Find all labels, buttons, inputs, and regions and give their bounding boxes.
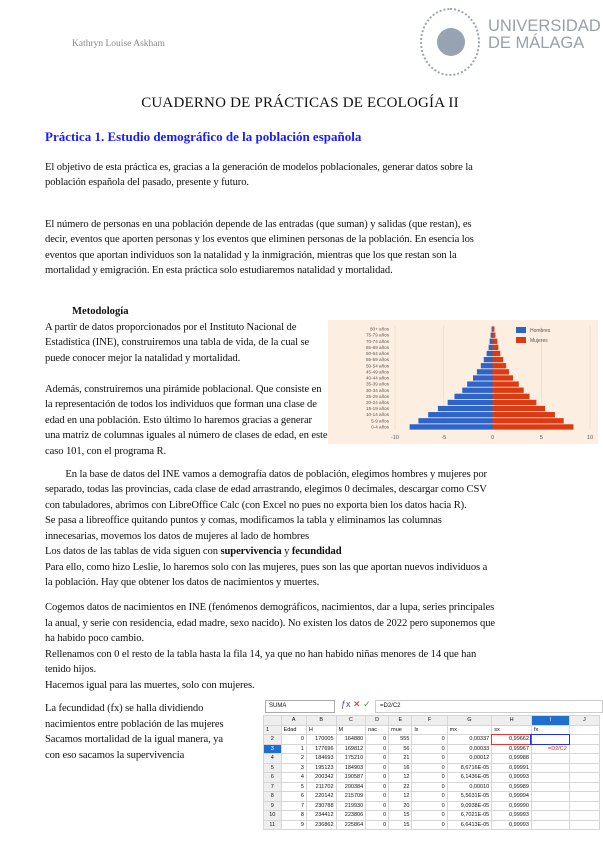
cell[interactable]: Edad	[281, 725, 306, 735]
cell[interactable]: 5,5631E-05	[447, 792, 492, 802]
cell[interactable]: 169812	[336, 744, 366, 754]
cell[interactable]	[569, 744, 599, 754]
cell[interactable]: 220142	[306, 792, 336, 802]
cell[interactable]: 6	[281, 792, 306, 802]
table-row	[264, 773, 600, 783]
cell[interactable]: 0,99662	[492, 735, 532, 745]
university-seal-logo	[420, 8, 480, 76]
cell[interactable]: lx	[412, 725, 447, 735]
university-line2: DE MÁLAGA	[488, 34, 585, 52]
text-line: una matriz de columnas iguales al número de clases de edad, en este	[45, 430, 328, 441]
cell[interactable]: 0,99993	[492, 773, 532, 783]
bar-mujeres	[493, 388, 524, 393]
legend-label: Mujeres	[530, 338, 548, 344]
subheading-metodologia: Metodología	[72, 306, 129, 317]
text: Los datos de las tablas de vida siguen con	[45, 546, 221, 557]
cell[interactable]: 195123	[306, 763, 336, 773]
cell[interactable]	[569, 773, 599, 783]
y-tick-label: 25-29 años	[366, 393, 389, 399]
text-line: puede conocer mejor la natalidad y mortalidad.	[45, 353, 241, 364]
cell[interactable]: 170005	[306, 735, 336, 745]
table-row	[264, 763, 600, 773]
text-line: Sacamos mortalidad de la igual manera, ya	[45, 734, 223, 745]
y-tick-label: 5-9 años	[371, 418, 389, 424]
bar-mujeres	[493, 357, 504, 362]
text-line: Rellenamos con 0 el resto de la tabla hasta la fila 14, ya que no han habido niñas menores de 14 que han	[45, 649, 477, 660]
bar-hombres	[489, 345, 493, 350]
vida-line	[45, 546, 342, 557]
cell[interactable]: 0	[366, 744, 389, 754]
cell[interactable]: 0	[412, 811, 447, 821]
bar-hombres	[438, 406, 493, 411]
bar-mujeres	[493, 394, 530, 399]
bar-mujeres	[493, 400, 537, 405]
cell[interactable]: 0	[366, 773, 389, 783]
bar-hombres	[462, 388, 492, 393]
cell[interactable]: 0	[412, 754, 447, 764]
bar-hombres	[473, 375, 493, 380]
cell[interactable]: nac	[366, 725, 389, 735]
text-line: tenido hijos.	[45, 664, 97, 675]
row-header[interactable]: 10	[264, 811, 282, 821]
y-tick-label: 15-19 años	[366, 406, 389, 412]
row-header[interactable]: 1	[264, 725, 282, 735]
bar-mujeres	[493, 351, 501, 356]
cell[interactable]	[531, 735, 569, 745]
cell[interactable]: 0,99967	[492, 744, 532, 754]
cell[interactable]: 190587	[336, 773, 366, 783]
document-title: CUADERNO DE PRÁCTICAS DE ECOLOGÍA II	[141, 95, 459, 111]
cell[interactable]	[569, 735, 599, 745]
cell[interactable]: 164880	[336, 735, 366, 745]
cell[interactable]: =D2/C2	[531, 744, 569, 754]
text-line: innecesarias, movemos los datos de mujeres al lado de hombres	[45, 531, 309, 542]
table-row	[264, 735, 600, 745]
author-name: Kathryn Louise Askham	[72, 39, 165, 49]
cell[interactable]: M	[336, 725, 366, 735]
cell[interactable]: 0,99993	[492, 811, 532, 821]
cell[interactable]: 200342	[306, 773, 336, 783]
text-line: la anual, y serie con residencia, edad madre, sexo nacido). No existen los datos de 2022 pero suponemos que	[45, 618, 495, 629]
bar-hombres	[418, 418, 492, 423]
cell[interactable]: 0	[412, 744, 447, 754]
cell[interactable]: 22	[389, 782, 412, 792]
cell[interactable]: 0,99989	[492, 782, 532, 792]
column-header[interactable]: B	[306, 716, 336, 726]
formula-input[interactable]: =D2/C2	[375, 700, 603, 713]
y-tick-label: 75-79 años	[366, 332, 389, 338]
bar-hombres	[448, 400, 493, 405]
text: y	[281, 546, 292, 557]
text-line: mortalidad y emigración. En esta práctica solo estudiaremos natalidad y mortalidad.	[45, 265, 393, 276]
text-line: decir, eventos que aporten personas y los eventos que eliminen personas de la población. En esencia los	[45, 234, 474, 245]
cell[interactable]: 200384	[336, 782, 366, 792]
y-tick-label: 60-64 años	[366, 351, 389, 357]
x-tick-label: 5	[539, 435, 543, 441]
y-tick-label: 0-4 años	[371, 424, 389, 430]
chart-svg	[328, 320, 598, 444]
bar-hombres	[490, 339, 493, 344]
text-line: El número de personas en una población depende de las entradas (que suman) y salidas (que restan), es	[45, 219, 472, 230]
bar-mujeres	[493, 369, 510, 374]
text-line: separado, todas las provincias, cada clase de edad arrastrando, elegimos 0 decimales, descargar como CSV	[45, 484, 487, 495]
cell[interactable]: 0,99988	[492, 754, 532, 764]
cell[interactable]: 223806	[336, 811, 366, 821]
bar-mujeres	[493, 424, 574, 429]
cell[interactable]: 0	[412, 773, 447, 783]
cell[interactable]: 6,1436E-05	[447, 773, 492, 783]
cell[interactable]	[569, 725, 599, 735]
cell[interactable]: 8	[281, 811, 306, 821]
text-line: Se pasa a libreoffice quitando puntos y comas, modificamos la tabla y eliminamos las columnas	[45, 515, 442, 526]
text-line: ha habido poco cambio.	[45, 633, 144, 644]
university-wordmark	[488, 18, 601, 52]
cell[interactable]: 0	[412, 792, 447, 802]
cell[interactable]: 2	[281, 754, 306, 764]
cell[interactable]: 56	[389, 744, 412, 754]
name-box[interactable]: SUMA	[265, 700, 335, 713]
column-header[interactable]: J	[569, 716, 599, 726]
x-tick-label: -10	[391, 435, 399, 441]
table-row	[264, 782, 600, 792]
row-header[interactable]: 4	[264, 754, 282, 764]
cell[interactable]	[531, 782, 569, 792]
text-line: con eso sacamos la supervivencia	[45, 750, 185, 761]
legend-swatch	[516, 327, 526, 333]
cell[interactable]	[531, 820, 569, 830]
cell[interactable]	[531, 754, 569, 764]
cell[interactable]: 0	[366, 782, 389, 792]
cancel-icon[interactable]: ✕	[353, 699, 361, 709]
cell[interactable]	[531, 773, 569, 783]
cell[interactable]: 7	[281, 801, 306, 811]
bold-term: supervivencia	[220, 546, 282, 557]
cell[interactable]: 12	[389, 773, 412, 783]
cell[interactable]: 555	[389, 735, 412, 745]
cell[interactable]: 0,00010	[447, 782, 492, 792]
column-header[interactable]: F	[412, 716, 447, 726]
text-line: caso 101, con el programa R.	[45, 446, 167, 457]
x-tick-label: -5	[441, 435, 447, 441]
column-header[interactable]: H	[492, 716, 532, 726]
cell[interactable]: 9	[281, 820, 306, 830]
cell[interactable]	[569, 754, 599, 764]
cell[interactable]: 0,99994	[492, 792, 532, 802]
text-line: La fecundidad (fx) se halla dividiendo	[45, 703, 204, 714]
cell[interactable]: 20	[389, 801, 412, 811]
bar-mujeres	[493, 412, 555, 417]
text-line: Además, construiremos una pirámide poblacional. Que consiste en	[45, 384, 322, 395]
y-tick-label: 80+ años	[369, 326, 389, 332]
table-row	[264, 801, 600, 811]
table-row	[264, 754, 600, 764]
cell[interactable]: 0	[281, 735, 306, 745]
column-header[interactable]: G	[447, 716, 492, 726]
cell[interactable]: 15	[389, 811, 412, 821]
section-heading: Práctica 1. Estudio demográfico de la población española	[45, 129, 362, 144]
cell[interactable]: 15	[389, 820, 412, 830]
cell[interactable]: 21	[389, 754, 412, 764]
bar-hombres	[454, 394, 492, 399]
y-tick-label: 10-14 años	[366, 412, 389, 418]
y-tick-label: 65-69 años	[366, 344, 389, 350]
bar-mujeres	[493, 375, 513, 380]
cell[interactable]	[569, 782, 599, 792]
cell[interactable]: 0,99991	[492, 763, 532, 773]
cell[interactable]: 1	[281, 744, 306, 754]
cell[interactable]: 0	[412, 763, 447, 773]
cell[interactable]: fx	[531, 725, 569, 735]
cell[interactable]: 0	[366, 792, 389, 802]
cell-grid[interactable]	[263, 715, 600, 830]
cell[interactable]: 6,6413E-05	[447, 820, 492, 830]
text-line: la representación de todos los individuos que forman una clase de	[45, 399, 317, 410]
y-tick-label: 40-44 años	[366, 375, 389, 381]
cell[interactable]: 8,6716E-05	[447, 763, 492, 773]
row-header[interactable]: 9	[264, 801, 282, 811]
cell[interactable]: 0	[412, 782, 447, 792]
text-line: El objetivo de esta práctica es, gracias a la generación de modelos poblacionales, generar datos sobre la	[45, 162, 473, 173]
bar-mujeres	[493, 418, 564, 423]
cell[interactable]: 236862	[306, 820, 336, 830]
cell[interactable]: 0,00337	[447, 735, 492, 745]
cell[interactable]	[569, 792, 599, 802]
y-tick-label: 30-34 años	[366, 387, 389, 393]
bar-mujeres	[493, 345, 499, 350]
cell[interactable]: 211702	[306, 782, 336, 792]
row-header[interactable]: 8	[264, 792, 282, 802]
cell[interactable]: 16	[389, 763, 412, 773]
cell[interactable]: 0	[366, 754, 389, 764]
text-line: Estadística (INE), construiremos una tabla de vida, de la cual se	[45, 337, 310, 348]
cell[interactable]	[531, 763, 569, 773]
cell[interactable]: 177696	[306, 744, 336, 754]
cell[interactable]	[569, 763, 599, 773]
accept-icon[interactable]: ✓	[363, 699, 371, 709]
cell[interactable]: 0	[366, 801, 389, 811]
text-line: Para ello, como hizo Leslie, lo haremos solo con las mujeres, pues son las que aportan nuevos individuos a	[45, 562, 488, 573]
column-header[interactable]: C	[336, 716, 366, 726]
cell[interactable]: 219930	[336, 801, 366, 811]
row-header[interactable]: 11	[264, 820, 282, 830]
bar-mujeres	[493, 326, 495, 331]
y-tick-label: 35-39 años	[366, 381, 389, 387]
text-line: población española del pasado, presente y futuro.	[45, 177, 249, 188]
y-tick-label: 45-49 años	[366, 369, 389, 375]
bar-hombres	[477, 369, 493, 374]
bar-mujeres	[493, 363, 507, 368]
cell[interactable]: sx	[492, 725, 532, 735]
text-line: edad en una población. Esto último lo haremos gracias a generar	[45, 415, 312, 426]
cell[interactable]: 4	[281, 773, 306, 783]
text-line: A partir de datos proporcionados por el Instituto Nacional de	[45, 322, 297, 333]
cell[interactable]: 184903	[336, 763, 366, 773]
cell[interactable]: H	[306, 725, 336, 735]
x-tick-label: 0	[490, 435, 495, 441]
bar-hombres	[410, 424, 493, 429]
bar-mujeres	[493, 406, 546, 411]
bar-hombres	[428, 412, 492, 417]
table-row	[264, 820, 600, 830]
cell[interactable]: 5	[281, 782, 306, 792]
text-line: con tabuladores, abrimos con LibreOffice Calc (con Excel no pues no exporta bien los datos hacia R).	[45, 500, 467, 511]
cell[interactable]: 0	[366, 820, 389, 830]
text-line: la población. Hay que obtener los datos de nacimientos y muertes.	[45, 577, 320, 588]
text-line: eventos que aportan individuos son la natalidad y la inmigración, mientras que los que restan son la	[45, 250, 457, 261]
column-header[interactable]: E	[389, 716, 412, 726]
university-line1: UNIVERSIDAD	[488, 17, 601, 35]
text-line: En la base de datos del INE vamos a demografía datos de población, elegimos hombres y mujeres por	[45, 469, 487, 480]
bar-hombres	[481, 363, 493, 368]
cell[interactable]: mx	[447, 725, 492, 735]
text-line: Hacemos igual para las muertes, solo con mujeres.	[45, 680, 255, 691]
cell[interactable]: 0	[412, 735, 447, 745]
bar-hombres	[492, 326, 493, 331]
spreadsheet-screenshot	[263, 697, 600, 828]
row-header[interactable]: 5	[264, 763, 282, 773]
cell[interactable]: 184693	[306, 754, 336, 764]
cell[interactable]: 0	[412, 801, 447, 811]
cell[interactable]	[531, 811, 569, 821]
cell[interactable]: 0	[366, 811, 389, 821]
cell[interactable]: 175210	[336, 754, 366, 764]
cell[interactable]: 0	[366, 735, 389, 745]
cell[interactable]: 3	[281, 763, 306, 773]
bold-term: fecundidad	[291, 546, 342, 557]
bar-hombres	[467, 381, 492, 386]
population-pyramid-chart	[328, 320, 598, 444]
legend-label: Hombres	[530, 328, 551, 334]
table-row	[264, 811, 600, 821]
bar-mujeres	[493, 339, 498, 344]
cell[interactable]: 0,99993	[492, 820, 532, 830]
cell[interactable]	[569, 820, 599, 830]
bar-mujeres	[493, 333, 496, 338]
cell[interactable]: 0,00012	[447, 754, 492, 764]
cell[interactable]	[531, 792, 569, 802]
text-line: nacimientos entre población de las mujeres	[45, 719, 224, 730]
function-icon[interactable]: ƒx	[341, 699, 351, 709]
cell[interactable]: 6,7021E-05	[447, 811, 492, 821]
bar-hombres	[484, 357, 493, 362]
column-header[interactable]: A	[281, 716, 306, 726]
y-tick-label: 20-24 años	[366, 400, 389, 405]
y-tick-label: 70-74 años	[366, 338, 389, 344]
table-row	[264, 792, 600, 802]
text-line: Cogemos datos de nacimientos en INE (fenómenos demográficos, nacimientos, dar a lupa, series principales	[45, 602, 495, 613]
column-header[interactable]: I	[531, 716, 569, 726]
row-header[interactable]: 2	[264, 735, 282, 745]
cell[interactable]: mue	[389, 725, 412, 735]
column-header[interactable]: D	[366, 716, 389, 726]
y-tick-label: 50-54 años	[366, 363, 389, 369]
cell[interactable]: 234412	[306, 811, 336, 821]
row-header[interactable]: 3	[264, 744, 282, 754]
cell[interactable]: 0	[412, 820, 447, 830]
cell[interactable]: 215709	[336, 792, 366, 802]
cell[interactable]: 0,99990	[492, 801, 532, 811]
cell[interactable]	[569, 801, 599, 811]
table-row	[264, 744, 600, 754]
legend-swatch	[516, 337, 526, 343]
x-tick-label: 10	[586, 435, 594, 441]
bar-hombres	[487, 351, 493, 356]
row-header[interactable]: 6	[264, 773, 282, 783]
cell[interactable]: 12	[389, 792, 412, 802]
row-header[interactable]: 7	[264, 782, 282, 792]
y-tick-label: 55-59 años	[366, 357, 389, 363]
table-row	[264, 725, 600, 735]
cell[interactable]: 225864	[336, 820, 366, 830]
cell[interactable]: 0,00033	[447, 744, 492, 754]
cell[interactable]: 230788	[306, 801, 336, 811]
bar-hombres	[491, 333, 493, 338]
cell[interactable]: 9,0938E-05	[447, 801, 492, 811]
cell[interactable]	[569, 811, 599, 821]
formula-icons	[341, 699, 371, 710]
corner-cell[interactable]	[264, 716, 282, 726]
bar-mujeres	[493, 381, 519, 386]
cell[interactable]: 0	[366, 763, 389, 773]
cell[interactable]	[531, 801, 569, 811]
